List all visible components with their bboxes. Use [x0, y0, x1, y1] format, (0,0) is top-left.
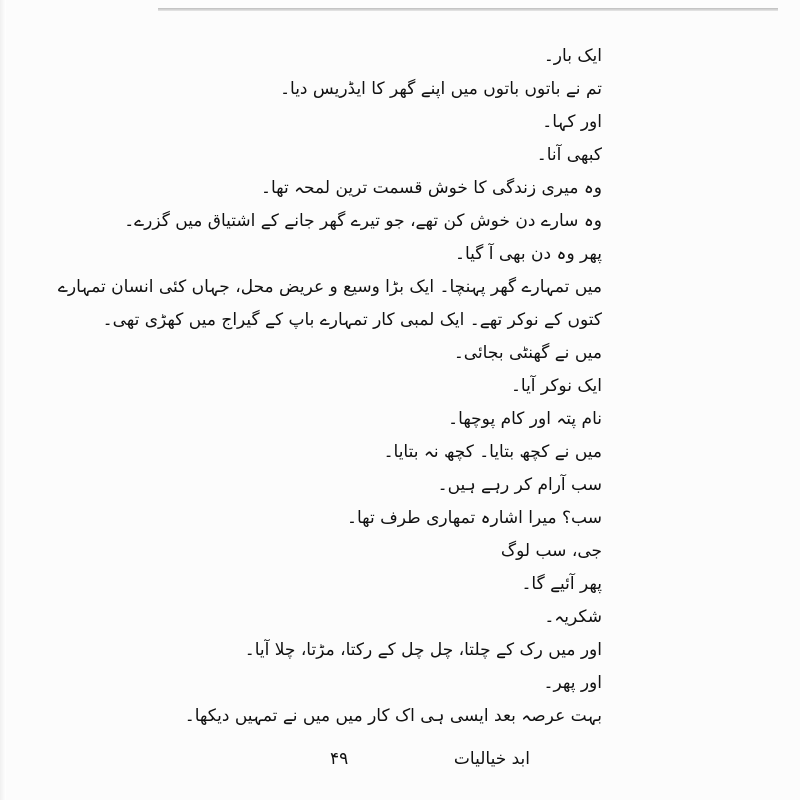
text-line-8: میں تمہارے گھر پہنچا۔ ایک بڑا وسیع و عریض محل، جہاں کئی انسان تمہارے	[57, 277, 602, 297]
text-line-3: اور کہا۔	[542, 112, 602, 132]
text-line-10: میں نے گھنٹی بجائی۔	[453, 343, 602, 363]
text-line-18: شکریہ۔	[544, 607, 602, 627]
page-left-edge	[0, 0, 6, 800]
text-line-7: پھر وہ دن بھی آ گیا۔	[454, 244, 602, 264]
book-title: ابد خیالیات	[453, 749, 530, 769]
text-line-1: ایک بار۔	[543, 46, 602, 66]
text-line-6: وہ سارے دن خوش کن تھے، جو تیرے گھر جانے کے اشتیاق میں گزرے۔	[124, 211, 602, 231]
text-line-9: کتوں کے نوکر تھے۔ ایک لمبی کار تمہارے باپ کے گیراج میں کھڑی تھی۔	[102, 310, 602, 330]
text-line-4: کبھی آنا۔	[536, 145, 602, 165]
text-line-20: اور پھر۔	[543, 673, 602, 693]
text-line-17: پھر آئیے گا۔	[521, 574, 602, 594]
text-line-5: وہ میری زندگی کا خوش قسمت ترین لمحہ تھا۔	[260, 178, 602, 198]
text-line-12: نام پتہ اور کام پوچھا۔	[448, 409, 602, 429]
page-body	[57, 40, 602, 760]
text-line-19: اور میں رک کے چلتا، چل چل کے رکتا، مڑتا، چلا آیا۔	[244, 640, 602, 660]
text-line-14: سب آرام کر رہے ہیں۔	[437, 475, 602, 495]
text-line-16: جی، سب لوگ	[500, 541, 602, 561]
text-line-2: تم نے باتوں باتوں میں اپنے گھر کا ایڈریس دیا۔	[280, 79, 602, 99]
page-top-edge	[158, 8, 778, 11]
text-line-21: بہت عرصہ بعد ایسی ہی اک کار میں میں نے تمہیں دیکھا۔	[184, 706, 602, 726]
text-line-15: سب؟ میرا اشارہ تمھاری طرف تھا۔	[347, 508, 602, 528]
page-number: ۴۹	[330, 749, 349, 769]
text-line-13: میں نے کچھ بتایا۔ کچھ نہ بتایا۔	[383, 442, 602, 462]
text-line-11: ایک نوکر آیا۔	[510, 376, 602, 396]
page-footer	[330, 744, 530, 774]
